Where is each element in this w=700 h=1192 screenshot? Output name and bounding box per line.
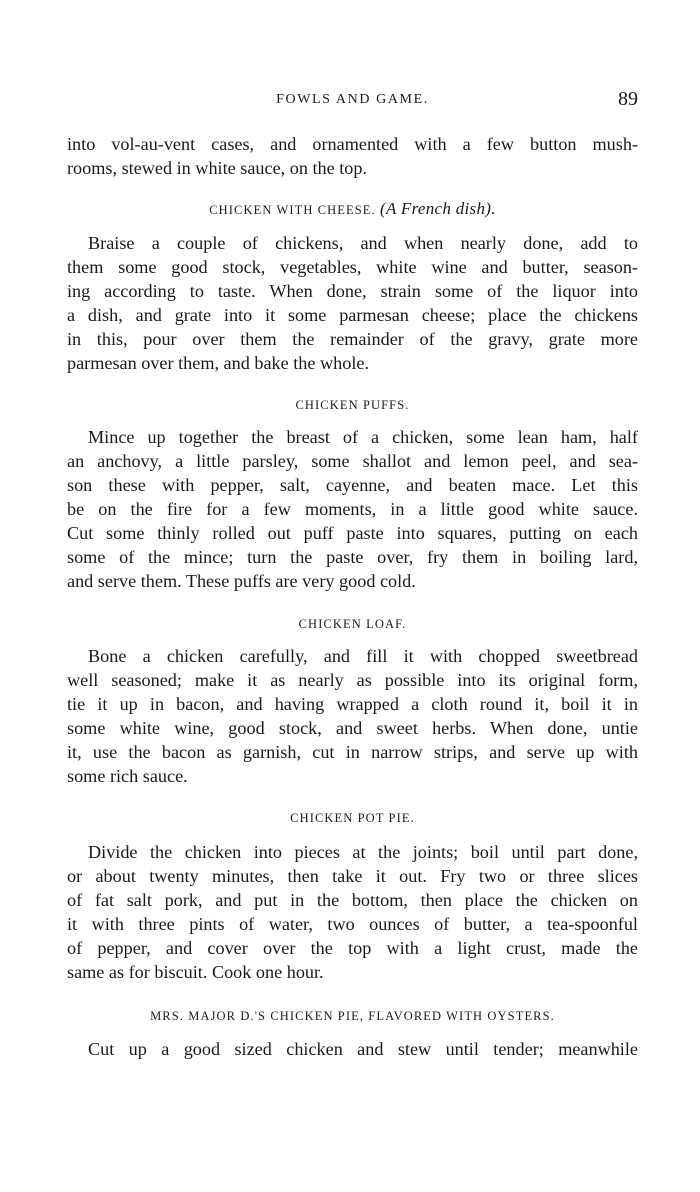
recipe-title-note: (A French dish). bbox=[380, 199, 496, 218]
paragraph-line: well seasoned; make it as nearly as possible into its original form, bbox=[67, 670, 638, 690]
paragraph-line: Divide the chicken into pieces at the joints; boil until part done, bbox=[88, 842, 638, 862]
paragraph-line: be on the fire for a few moments, in a little good white sauce. bbox=[67, 499, 638, 519]
paragraph-line: a dish, and grate into it some parmesan cheese; place the chickens bbox=[67, 305, 638, 325]
recipe-title: MRS. MAJOR D.'S CHICKEN PIE, FLAVORED WITH OYSTERS. bbox=[150, 1009, 555, 1023]
paragraph-line: some of the mince; turn the paste over, fry them in boiling lard, bbox=[67, 547, 638, 567]
recipe-heading-chicken-with-cheese bbox=[67, 199, 638, 220]
paragraph-line: or about twenty minutes, then take it out. Fry two or three slices bbox=[67, 866, 638, 886]
paragraph-line: Braise a couple of chickens, and when nearly done, add to bbox=[88, 233, 638, 253]
paragraph-line: it with three pints of water, two ounces of butter, a tea-spoonful bbox=[67, 914, 638, 934]
recipe-title: CHICKEN LOAF. bbox=[298, 617, 407, 631]
paragraph-line: it, use the bacon as garnish, cut in narrow strips, and serve up with bbox=[67, 742, 638, 762]
recipe-heading-mrs-major-d-chicken-pie bbox=[67, 1006, 638, 1026]
running-head bbox=[67, 88, 638, 112]
page-number: 89 bbox=[618, 88, 638, 110]
paragraph-line: of fat salt pork, and put in the bottom, then place the chicken on bbox=[67, 890, 638, 910]
paragraph-line: into vol-au-vent cases, and ornamented with a few button mush- bbox=[67, 134, 638, 154]
recipe-heading-chicken-loaf bbox=[67, 614, 638, 634]
recipe-title: CHICKEN PUFFS. bbox=[295, 398, 410, 412]
paragraph-line: parmesan over them, and bake the whole. bbox=[67, 353, 370, 373]
recipe-title: CHICKEN WITH CHEESE. bbox=[209, 203, 376, 217]
paragraph-line: Bone a chicken carefully, and fill it with chopped sweetbread bbox=[88, 646, 638, 666]
paragraph-line: Mince up together the breast of a chicken, some lean ham, half bbox=[88, 427, 638, 447]
paragraph-line: some rich sauce. bbox=[67, 766, 188, 786]
running-title: FOWLS AND GAME. bbox=[276, 92, 429, 107]
paragraph-line: and serve them. These puffs are very good cold. bbox=[67, 571, 416, 591]
paragraph-line: same as for biscuit. Cook one hour. bbox=[67, 962, 324, 982]
paragraph-line: tie it up in bacon, and having wrapped a cloth round it, boil it in bbox=[67, 694, 638, 714]
paragraph-line: an anchovy, a little parsley, some shallot and lemon peel, and sea- bbox=[67, 451, 638, 471]
paragraph-line: ing according to taste. When done, strain some of the liquor into bbox=[67, 281, 638, 301]
paragraph-line: of pepper, and cover over the top with a light crust, made the bbox=[67, 938, 638, 958]
paragraph-line: Cut some thinly rolled out puff paste into squares, putting on each bbox=[67, 523, 638, 543]
paragraph-line: Cut up a good sized chicken and stew until tender; meanwhile bbox=[88, 1039, 638, 1059]
paragraph-line: in this, pour over them the remainder of the gravy, grate more bbox=[67, 329, 638, 349]
paragraph-line: son these with pepper, salt, cayenne, and beaten mace. Let this bbox=[67, 475, 638, 495]
paragraph-line: rooms, stewed in white sauce, on the top. bbox=[67, 158, 368, 178]
recipe-heading-chicken-pot-pie bbox=[67, 808, 638, 828]
paragraph-line: them some good stock, vegetables, white wine and butter, season- bbox=[67, 257, 638, 277]
recipe-title: CHICKEN POT PIE. bbox=[290, 811, 415, 825]
recipe-heading-chicken-puffs bbox=[67, 395, 638, 415]
paragraph-line: some white wine, good stock, and sweet herbs. When done, untie bbox=[67, 718, 638, 738]
